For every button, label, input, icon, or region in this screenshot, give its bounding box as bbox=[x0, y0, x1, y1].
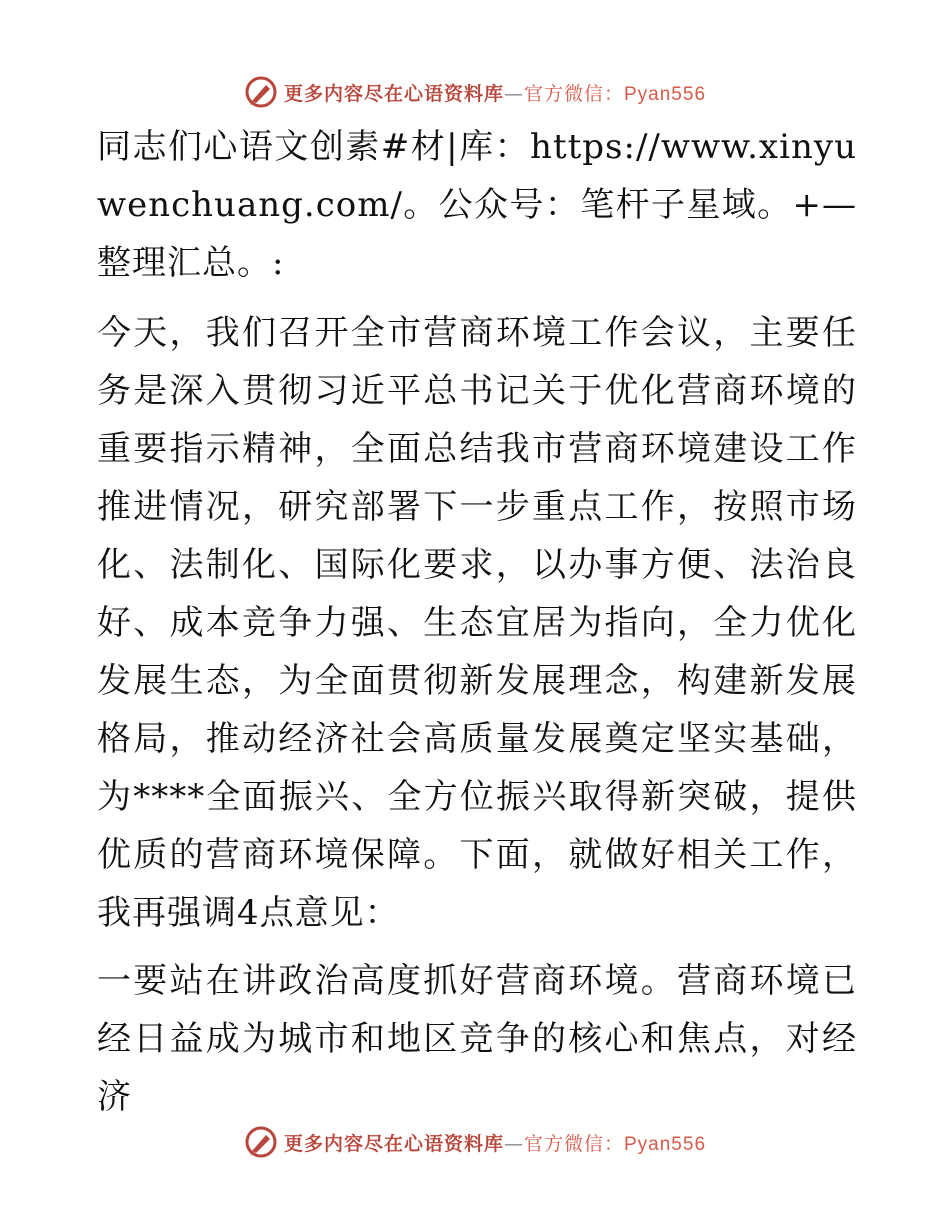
header-watermark bbox=[0, 72, 950, 112]
watermark-main: 更多内容尽在心语资料库 bbox=[283, 82, 504, 105]
watermark-contact-id: Pyan556 bbox=[624, 1133, 707, 1155]
watermark-main: 更多内容尽在心语资料库 bbox=[283, 1132, 504, 1155]
pen-logo-icon bbox=[244, 1125, 278, 1159]
watermark-contact-id: Pyan556 bbox=[624, 83, 707, 105]
paragraph-1: 今天，我们召开全市营商环境工作会议，主要任务是深入贯彻习近平总书记关于优化营商环境的重要指示精神，全面总结我市营商环境建设工作推进情况，研究部署下一步重点工作，按照市场化、法制化、国际化要求，以办事方便、法治良好、成本竞争力强、生态宜居为指向，全力优化发展生态，为全面贯彻新发展理念，构建新发展格局，推动经济社会高质量发展奠定坚实基础，为****全面振兴、全方位振兴取得新突破，提供优质的营商环境保障。下面，就做好相关工作，我再强调4点意见： bbox=[97, 313, 857, 933]
footer-watermark bbox=[0, 1122, 950, 1162]
intro-paragraph: 同志们心语文创素#材|库：https://www.xinyuwenchuang.com/。公众号：笔杆子星域。+—整理汇总。: bbox=[97, 127, 857, 283]
watermark-contact-label: 官方微信： bbox=[523, 1132, 624, 1155]
paragraph-2: 一要站在讲政治高度抓好营商环境。营商环境已经日益成为城市和地区竞争的核心和焦点，对经济 bbox=[97, 961, 857, 1117]
document-body bbox=[97, 118, 857, 1136]
watermark-text bbox=[284, 1129, 706, 1156]
watermark-separator: — bbox=[503, 1132, 524, 1155]
pen-logo-icon bbox=[244, 75, 278, 109]
watermark-text bbox=[284, 79, 706, 106]
watermark-separator: — bbox=[503, 82, 524, 105]
watermark-contact-label: 官方微信： bbox=[523, 82, 624, 105]
